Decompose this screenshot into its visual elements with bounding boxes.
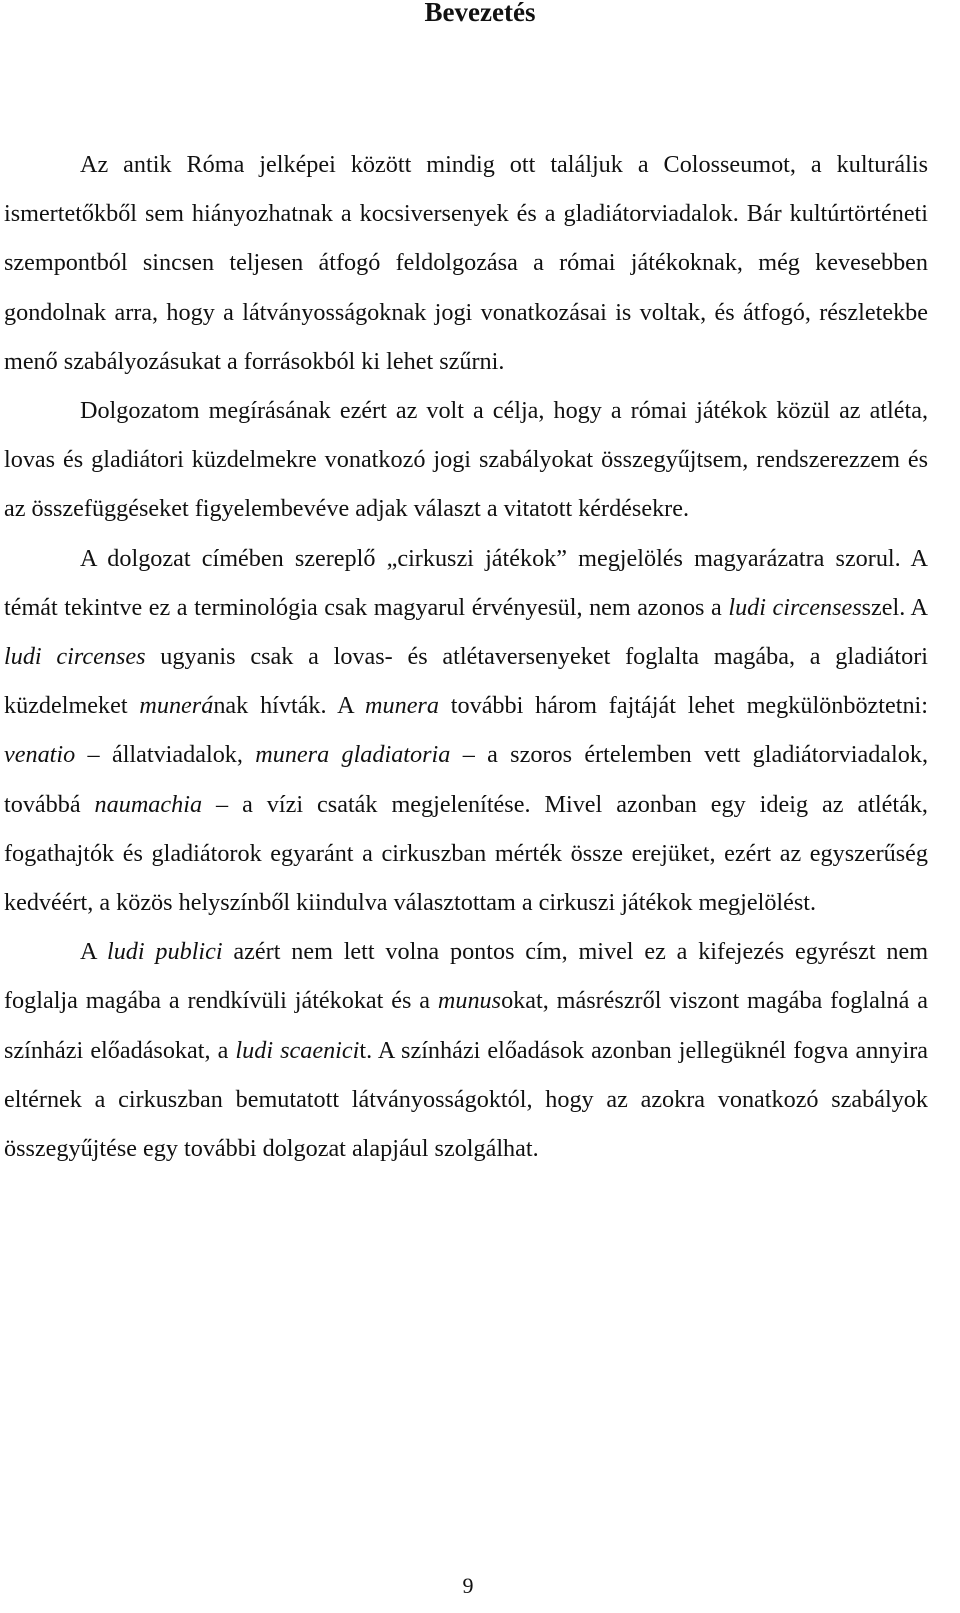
page-number: 9 [462, 1573, 474, 1598]
text-run: nak hívták. A [213, 692, 366, 720]
text-run: – állatviadalok, [75, 741, 256, 769]
text-run: A dolgozat címében szereplő „cirkuszi játékok” megjelölés magyarázatra szorul. A témát tekintve ez a terminológia csak magyarul érvényesül, nem azonos a [4, 544, 928, 621]
text-run: A [80, 938, 107, 966]
latin-term: ludi scaenici [235, 1036, 360, 1064]
latin-term: ludi circenses [4, 643, 146, 671]
text-run: ugyanis csak a lovas- és atlétaversenyeket foglalta magába, a gladiátori küzdelmeket [4, 643, 928, 720]
text-run: azért nem lett volna pontos cím, mivel ez a kifejezés egyrészt nem foglalja magába a rendkívüli játékokat és a [4, 938, 929, 1015]
text-run: szel. A [861, 593, 928, 621]
text-run: t. A színházi előadások azonban jellegüknél fogva annyira eltérnek a cirkuszban bemutatott látványosságoktól, hogy az azokra vonatkozó szabályok összegyűjtése egy további dolgozat alapjául szolgálhat. [4, 1036, 929, 1163]
paragraph-purpose [4, 386, 928, 534]
text-run: – a szoros értelemben vett gladiátorviadalok, továbbá [4, 741, 928, 818]
paragraph-ludi-publici [4, 927, 928, 1173]
latin-term: munus [437, 987, 502, 1015]
text-run: – a vízi csaták megjelenítése. Mivel azonban egy ideig az atléták, fogathajtók és gladiátorok egyaránt a cirkuszban mérték össze erejüket, ezért az egyszerűség kedvéért, a közös helyszínből kiindulva választottam a cirkuszi játékok megjelölést. [4, 790, 928, 917]
paragraph-terminology [4, 534, 928, 928]
latin-term: munerá [139, 692, 214, 720]
document-body [4, 140, 928, 1173]
text-run: okat, másrészről viszont magába foglalná a színházi előadásokat, a [4, 987, 928, 1064]
latin-term: ludi publici [106, 938, 223, 966]
latin-term: naumachia [94, 790, 203, 818]
text-run: Dolgozatom megírásának ezért az volt a célja, hogy a római játékok közül az atléta, lovas és gladiátori küzdelmekre vonatkozó jogi szabályokat összegyűjtsem, rendszerezzem és az összefüggéseket figyelembevéve adjak választ a vitatott kérdésekre. [4, 397, 928, 523]
paragraph-intro [4, 140, 928, 386]
latin-term: munera gladiatoria [255, 741, 451, 769]
latin-term: venatio [4, 741, 76, 769]
text-run: további három fajtáját lehet megkülönböztetni: [438, 692, 928, 720]
latin-term: munera [365, 692, 439, 720]
page-title: Bevezetés [424, 0, 536, 27]
text-run: Az antik Róma jelképei között mindig ott találjuk a Colosseumot, a kulturális ismertetőkből sem hiányozhatnak a kocsiversenyek és a gladiátorviadalok. Bár kultúrtörténeti szempontból sincsen teljesen átfogó feldolgozása a római játékoknak, még kevesebben gondolnak arra, hogy a látványosságoknak jogi vonatkozásai is voltak, és átfogó, részletekbe menő szabályozásukat a forrásokból ki lehet szűrni. [4, 151, 928, 375]
latin-term: ludi circenses [728, 593, 862, 621]
